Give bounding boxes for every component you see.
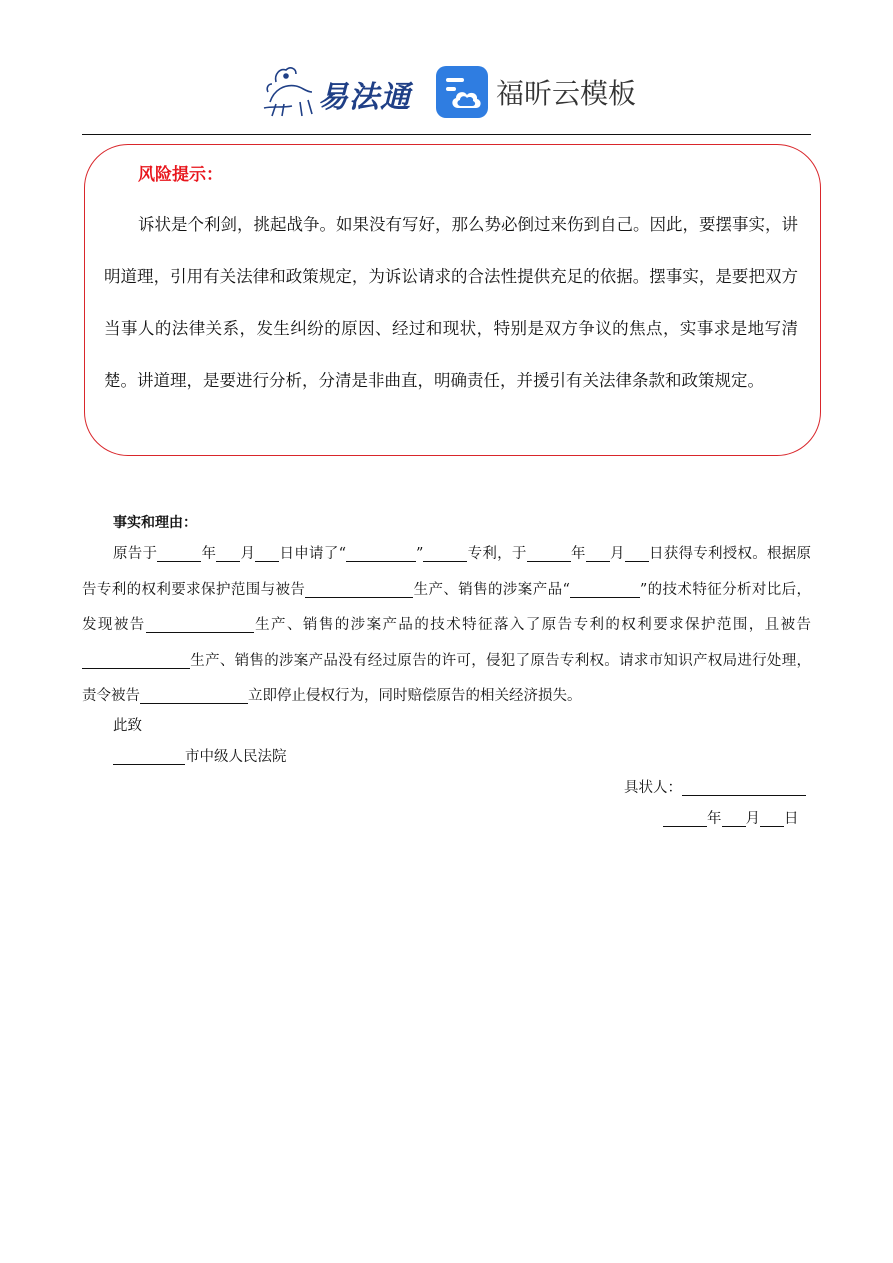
blank-grant-year[interactable] <box>527 543 571 562</box>
court-suffix: 市中级人民法院 <box>185 749 287 765</box>
facts-paragraph <box>82 537 811 715</box>
blank-defendant-2[interactable] <box>146 614 254 633</box>
body-text-segment: 生产、销售的涉案产品没有经过原告的许可，侵犯了原告专利权。请求市知识产权局进行处理，责令被告 <box>82 652 811 705</box>
blank-apply-year[interactable] <box>157 543 201 562</box>
blank-defendant-1[interactable] <box>305 579 413 598</box>
blank-defendant-4[interactable] <box>140 685 248 704</box>
body-text-segment: ” <box>415 546 424 562</box>
body-text-segment: 立即停止侵权行为，同时赔偿原告的相关经济损失。 <box>248 688 582 705</box>
body-text-segment: 月 <box>240 546 256 562</box>
blank-patent-name[interactable] <box>346 543 416 562</box>
risk-notice-title: 风险提示： <box>138 165 223 185</box>
signature-date-line <box>663 807 799 828</box>
blank-apply-month[interactable] <box>216 543 240 562</box>
body-text-segment: 专利，于 <box>467 546 527 562</box>
body-text-segment: 月 <box>609 546 625 562</box>
court-line <box>113 745 287 766</box>
section-title-facts: 事实和理由： <box>113 515 197 531</box>
blank-patent-type[interactable] <box>423 543 467 562</box>
blank-grant-month[interactable] <box>586 543 610 562</box>
blank-defendant-3[interactable] <box>82 650 190 669</box>
risk-notice-body: 诉状是个利剑，挑起战争。如果没有写好，那么势必倒过来伤到自己。因此，要摆事实，讲明道理，引用有关法律和政策规定，为诉讼请求的合法性提供充足的依据。摆事实，是要把双方当事人的法律关系，发生纠纷的原因、经过和现状，特别是双方争议的焦点，实事求是地写清楚。讲道理，是要进行分析，分清是非曲直，明确责任，并援引有关法律条款和政策规定。 <box>104 215 798 390</box>
body-text-segment: 日申请了“ <box>279 546 346 562</box>
blank-plaintiff-name[interactable] <box>682 777 806 796</box>
body-text-segment: 生产、销售的涉案产品的技术特征落入了原告专利的权利要求保护范围，且被告 <box>253 617 812 634</box>
cloud-document-icon <box>436 66 488 118</box>
salutation-cizhi: 此致 <box>113 718 142 734</box>
date-day-label: 日 <box>784 811 799 827</box>
body-text-segment: ”的技术特征分析对比后，发现被告 <box>82 581 811 634</box>
body-text-segment: 生产、销售的涉案产品“ <box>413 581 570 598</box>
body-text-segment: 日获得专利授权。根据原告专利的权利要求保护范围与被告 <box>82 546 812 598</box>
logo-yifatong-text: 易法通 <box>318 80 411 115</box>
date-month-label: 月 <box>745 811 760 827</box>
plaintiff-label: 具状人： <box>624 780 682 796</box>
body-text-segment: 原告于 <box>113 546 158 562</box>
blank-sign-month[interactable] <box>722 808 746 827</box>
page-header <box>0 0 893 136</box>
blank-product-name[interactable] <box>570 579 640 598</box>
header-divider <box>82 134 811 135</box>
blank-sign-day[interactable] <box>760 808 784 827</box>
blank-court-city[interactable] <box>113 746 185 765</box>
body-text-segment: 年 <box>570 546 586 562</box>
blank-grant-day[interactable] <box>625 543 649 562</box>
date-year-label: 年 <box>707 811 722 827</box>
blank-sign-year[interactable] <box>663 808 707 827</box>
body-text-segment: 年 <box>201 546 217 562</box>
blank-apply-day[interactable] <box>255 543 279 562</box>
plaintiff-signature-line <box>624 776 806 797</box>
logo-fuxin-text: 福昕云模板 <box>496 77 637 110</box>
